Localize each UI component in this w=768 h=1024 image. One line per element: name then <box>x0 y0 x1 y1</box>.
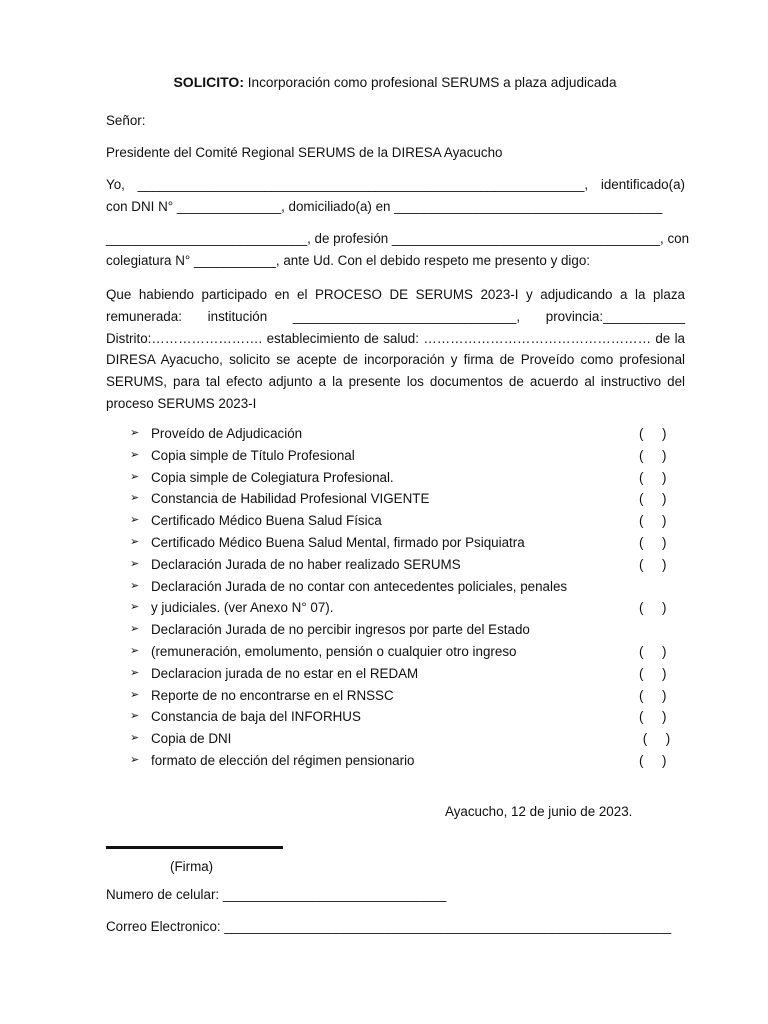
addressee: Presidente del Comité Regional SERUMS de la DIRESA Ayacucho <box>106 145 503 160</box>
checklist-item <box>130 532 675 554</box>
arrow-bullet-icon: ➢ <box>130 623 140 636</box>
checklist-item <box>130 641 675 663</box>
checklist-item-text: Reporte de no encontrarse en el RNSSC <box>151 687 394 703</box>
date-line: Ayacucho, 12 de junio de 2023. <box>445 804 633 819</box>
request-line: SERUMS, para tal efecto adjunto a la presente los documentos de acuerdo al instructivo del <box>106 374 685 390</box>
subject-text: Incorporación como profesional SERUMS a plaza adjudicada <box>247 75 617 90</box>
arrow-bullet-icon: ➢ <box>130 710 140 723</box>
checklist-item-text: Constancia de baja del INFORHUS <box>151 709 361 725</box>
salutation: Señor: <box>106 113 146 128</box>
checkbox-parenthesis[interactable]: ( ) <box>639 731 671 747</box>
checkbox-parenthesis[interactable]: ( ) <box>639 426 667 441</box>
checkbox-parenthesis[interactable]: ( ) <box>639 491 667 507</box>
checkbox-parenthesis[interactable]: ( ) <box>639 600 667 616</box>
arrow-bullet-icon: ➢ <box>130 557 140 570</box>
solicito-label: SOLICITO: <box>173 74 244 90</box>
checklist-item <box>130 706 675 728</box>
checkbox-parenthesis[interactable]: ( ) <box>639 447 667 463</box>
arrow-bullet-icon: ➢ <box>130 644 140 657</box>
identity-line-4: colegiatura N° ___________, ante Ud. Con el debido respeto me presento y digo: <box>106 253 591 268</box>
checklist-item-text: y judiciales. (ver Anexo N° 07). <box>151 600 334 616</box>
checkbox-parenthesis[interactable]: ( ) <box>639 643 667 659</box>
checklist-item-text: Constancia de Habilidad Profesional VIGENTE <box>151 491 430 507</box>
checklist-item <box>130 597 675 619</box>
checklist-item <box>130 685 675 707</box>
checklist-item-text: (remuneración, emolumento, pensión o cualquier otro ingreso <box>151 643 517 659</box>
checkbox-parenthesis[interactable]: ( ) <box>639 513 667 529</box>
checklist-item-text: Copia simple de Título Profesional <box>151 447 355 463</box>
arrow-bullet-icon: ➢ <box>130 470 140 483</box>
checklist-item-text: Declaracion jurada de no estar en el REDAM <box>151 665 419 681</box>
identity-name-blank: Yo, ____________________________________________________________, <box>106 177 589 192</box>
checklist-item <box>130 663 675 685</box>
arrow-bullet-icon: ➢ <box>130 579 140 592</box>
request-line: remunerada: institución ______________________________, provincia:___________ <box>106 308 685 324</box>
checklist-item <box>130 728 675 750</box>
document-checklist <box>130 423 675 772</box>
checklist-item-text: Copia de DNI <box>151 731 232 747</box>
document-title <box>0 74 768 90</box>
arrow-bullet-icon: ➢ <box>130 535 140 548</box>
checklist-item <box>130 554 675 576</box>
checkbox-parenthesis[interactable]: ( ) <box>639 687 667 703</box>
checkbox-parenthesis[interactable]: ( ) <box>639 709 667 725</box>
checklist-item <box>130 510 675 532</box>
arrow-bullet-icon: ➢ <box>130 732 140 745</box>
signature-label: (Firma) <box>170 859 214 874</box>
checkbox-parenthesis[interactable]: ( ) <box>639 752 667 768</box>
checklist-item-text: Declaración Jurada de no haber realizado SERUMS <box>151 556 461 572</box>
identity-line-1 <box>106 177 685 192</box>
request-line: proceso SERUMS 2023-I <box>106 395 257 411</box>
email-field: Correo Electronico: ____________________________________________________________ <box>106 919 672 934</box>
checkbox-parenthesis[interactable]: ( ) <box>639 665 667 681</box>
signature-line <box>106 846 283 849</box>
checklist-item <box>130 467 675 489</box>
checklist-item <box>130 576 675 598</box>
checklist-item-text: Declaración Jurada de no contar con antecedentes policiales, penales <box>151 578 568 594</box>
checklist-item <box>130 445 675 467</box>
phone-field: Numero de celular: ______________________________ <box>106 887 447 902</box>
checklist-item-text: Copia simple de Colegiatura Profesional. <box>151 469 394 485</box>
request-line: DIRESA Ayacucho, solicito se acepte de incorporación y firma de Proveído como profesional <box>106 352 685 368</box>
checkbox-parenthesis[interactable]: ( ) <box>639 469 667 485</box>
arrow-bullet-icon: ➢ <box>130 448 140 461</box>
identity-line-2: con DNI N° ______________, domiciliado(a) en ____________________________________ <box>106 199 663 214</box>
arrow-bullet-icon: ➢ <box>130 492 140 505</box>
identity-line-3: ___________________________, de profesión ____________________________________, con <box>106 231 690 246</box>
request-line: Que habiendo participado en el PROCESO DE SERUMS 2023-I y adjudicando a la plaza <box>106 287 685 302</box>
checklist-item <box>130 488 675 510</box>
checklist-item <box>130 750 675 772</box>
checkbox-parenthesis[interactable]: ( ) <box>639 534 667 550</box>
arrow-bullet-icon: ➢ <box>130 514 140 527</box>
arrow-bullet-icon: ➢ <box>130 688 140 701</box>
checklist-item-text: Certificado Médico Buena Salud Física <box>151 513 382 529</box>
checkbox-parenthesis[interactable]: ( ) <box>639 556 667 572</box>
request-paragraph <box>106 284 685 415</box>
arrow-bullet-icon: ➢ <box>130 753 140 766</box>
request-line: Distrito:……………………. establecimiento de salud: …………………………………………… de la <box>106 330 685 346</box>
checklist-item-text: formato de elección del régimen pensionario <box>151 752 415 768</box>
arrow-bullet-icon: ➢ <box>130 666 140 679</box>
checklist-item-text: Proveído de Adjudicación <box>151 426 303 441</box>
checklist-item <box>130 423 675 445</box>
identity-identified: identificado(a) <box>600 177 685 192</box>
checklist-item-text: Certificado Médico Buena Salud Mental, firmado por Psiquiatra <box>151 534 525 550</box>
checklist-item-text: Declaración Jurada de no percibir ingresos por parte del Estado <box>151 622 530 638</box>
checklist-item <box>130 619 675 641</box>
arrow-bullet-icon: ➢ <box>130 427 140 439</box>
arrow-bullet-icon: ➢ <box>130 601 140 614</box>
